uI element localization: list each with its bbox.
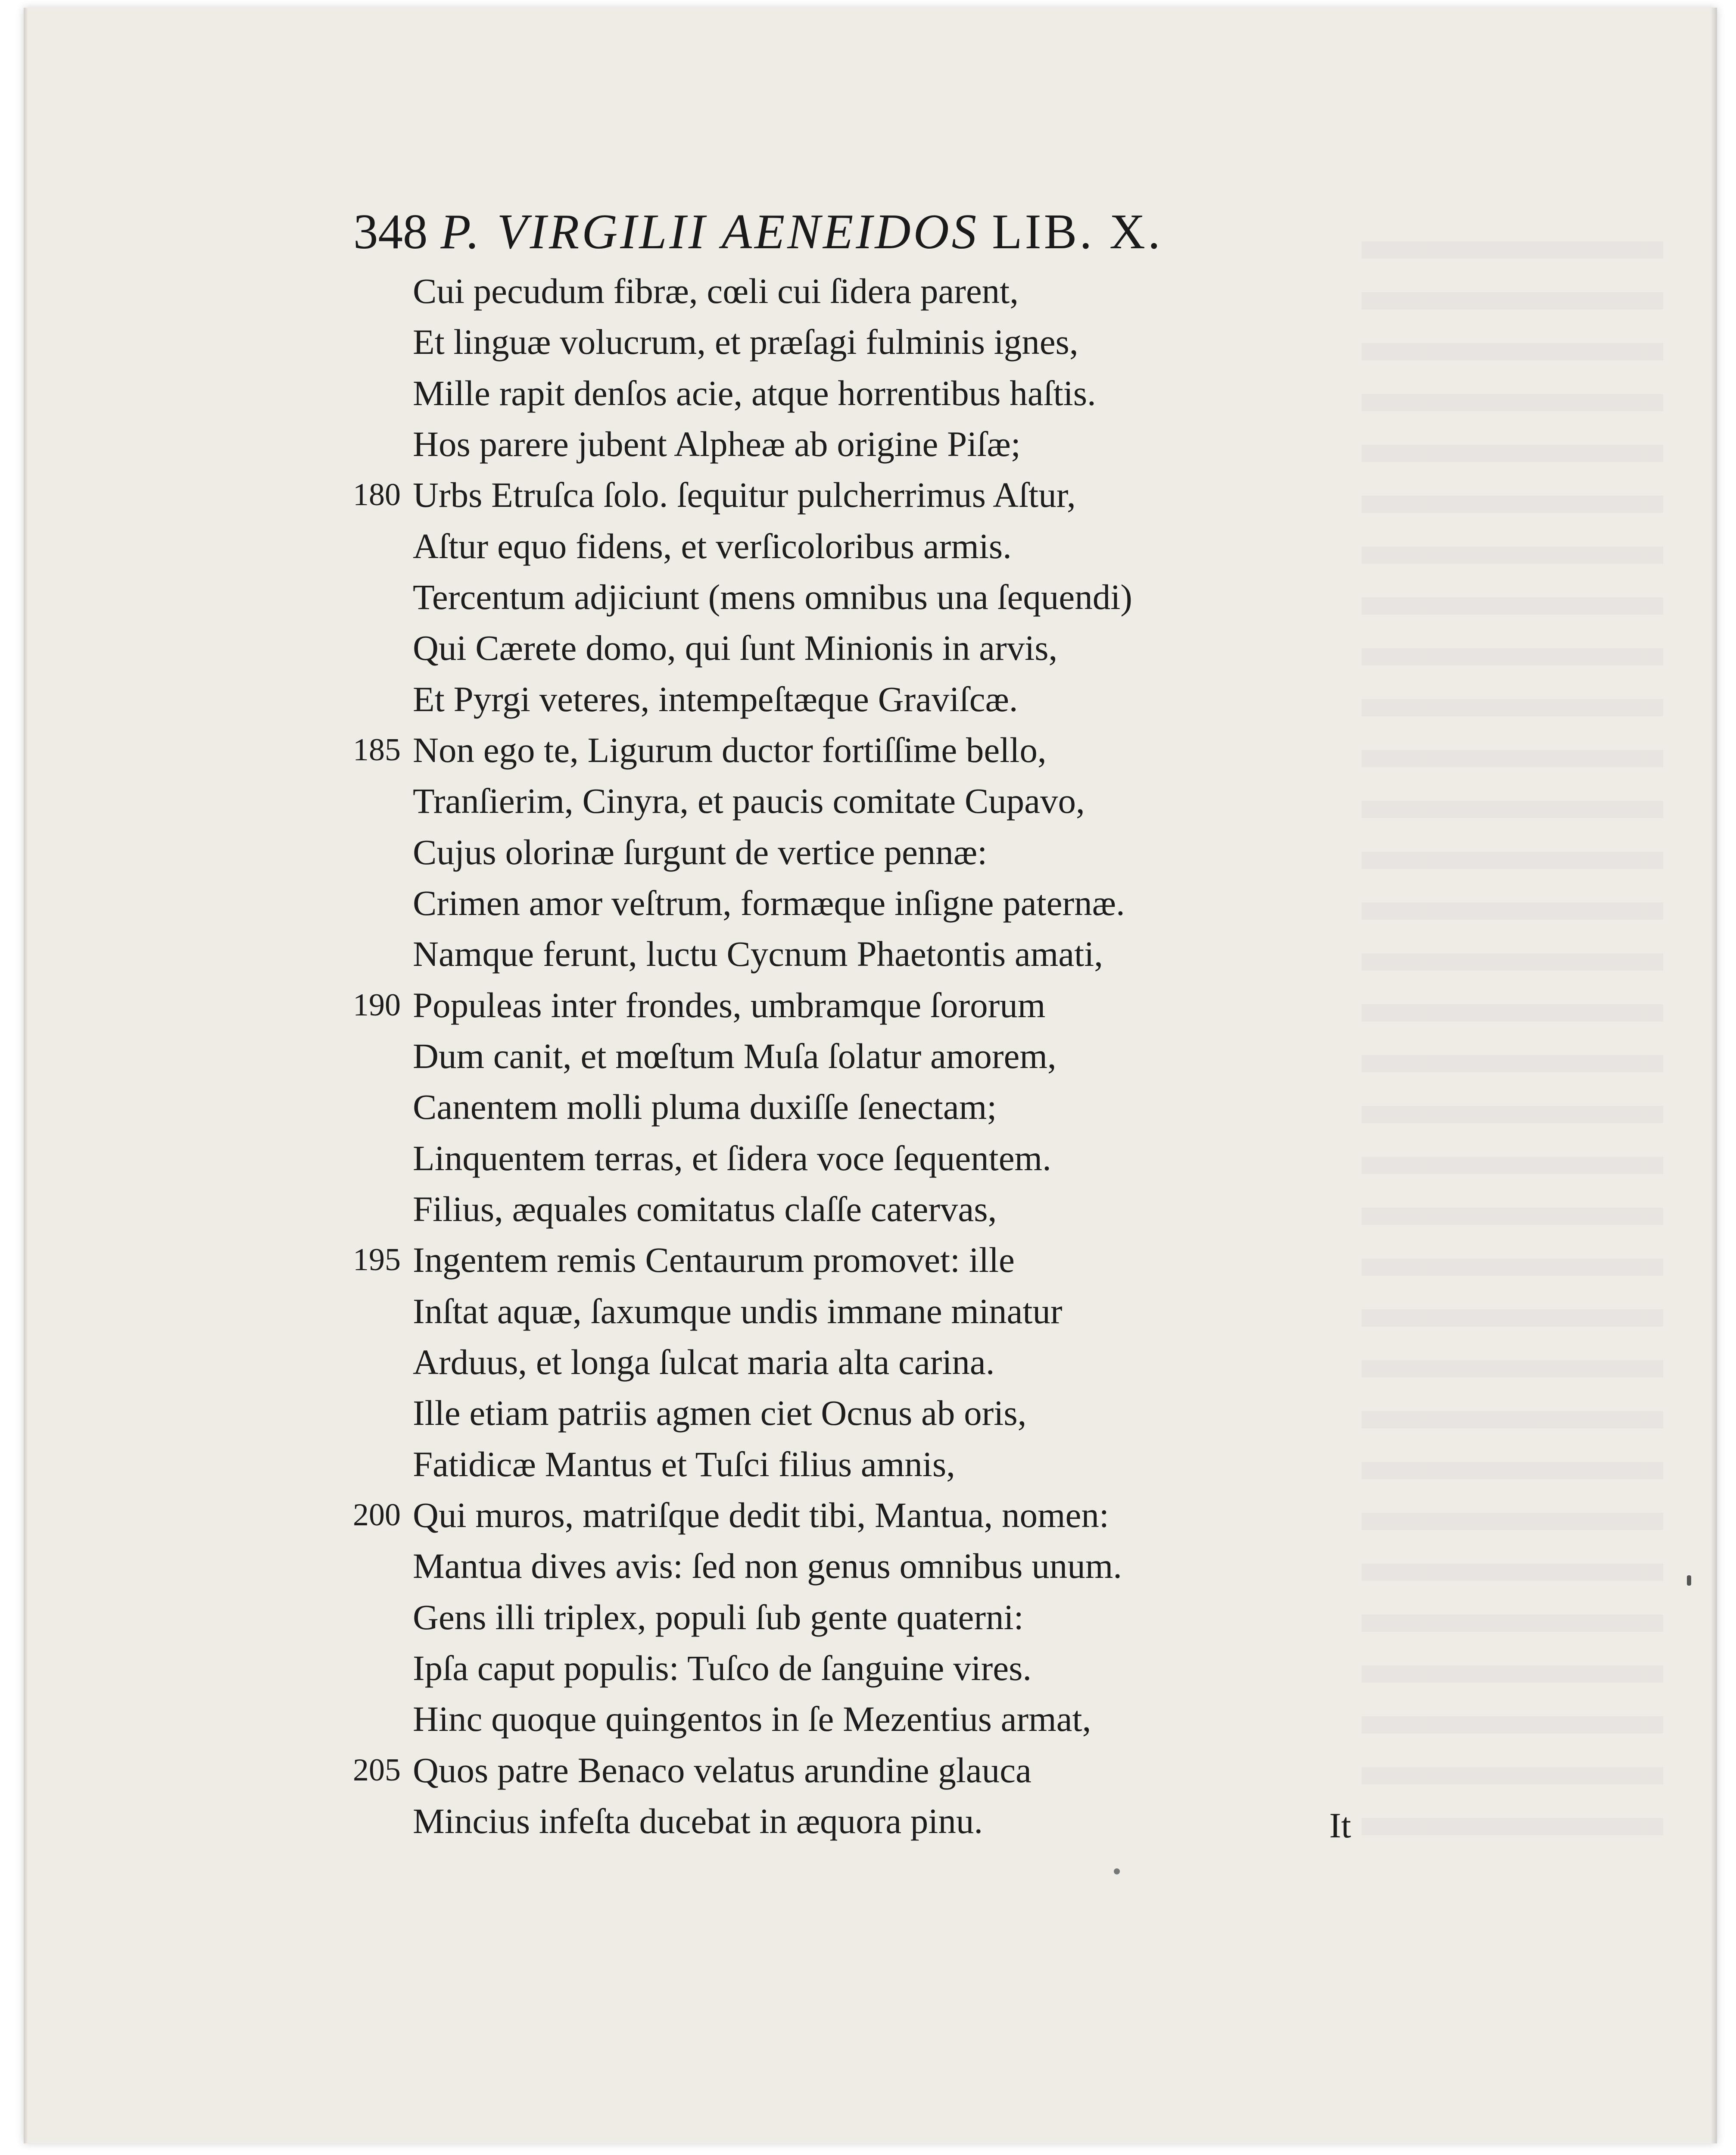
verse-text: Inſtat aquæ, ſaxumque undis immane minatur: [413, 1291, 1063, 1331]
verse-line: [340, 1137, 1418, 1180]
verse-text: Hinc quoque quingentos in ſe Mezentius armat,: [413, 1699, 1091, 1739]
verse-text: Populeas inter frondes, umbramque ſororum: [413, 985, 1046, 1025]
verse-text: Aſtur equo fidens, et verſicoloribus armis.: [413, 526, 1012, 566]
verse-line: [340, 1799, 1418, 1843]
verse-text: Ille etiam patriis agmen ciet Ocnus ab oris,: [413, 1393, 1027, 1433]
verse-line: [340, 1238, 1418, 1281]
verse-line: [340, 932, 1418, 975]
verse-text: Hos parere jubent Alpheæ ab origine Piſæ;: [413, 424, 1021, 464]
running-header: [353, 200, 1370, 264]
line-number: 185: [353, 732, 401, 768]
verse-text: Mille rapit denſos acie, atque horrentibus haſtis.: [413, 373, 1096, 413]
verse-text: Ipſa caput populis: Tuſco de ſanguine vires.: [413, 1648, 1032, 1688]
book-label: LIB. X.: [992, 204, 1163, 259]
verse-line: [340, 881, 1418, 924]
line-number: 180: [353, 477, 401, 513]
verse-line: [340, 1187, 1418, 1231]
verse-text: Mincius infeſta ducebat in æquora pinu.: [413, 1801, 983, 1841]
verse-line: [340, 1340, 1418, 1384]
verse-line: [340, 1544, 1418, 1587]
verse-line: [340, 525, 1418, 568]
verse-line: [340, 779, 1418, 822]
ink-spot: [1687, 1575, 1691, 1586]
verse-line: [340, 1749, 1418, 1792]
verse-text: Linquentem terras, et ſidera voce ſequentem.: [413, 1138, 1051, 1178]
line-number: 205: [353, 1752, 401, 1788]
verse-line: [340, 678, 1418, 721]
verse-line: [340, 575, 1418, 618]
verse-line: [340, 473, 1418, 516]
verse-text: Et Pyrgi veteres, intempeſtæque Graviſcæ.: [413, 679, 1018, 719]
verse-line: [340, 1290, 1418, 1333]
verse-text: Namque ferunt, luctu Cycnum Phaetontis amati,: [413, 934, 1103, 974]
verse-line: [340, 1034, 1418, 1078]
verse-line: [340, 831, 1418, 874]
verse-text: Crimen amor veſtrum, formæque inſigne paternæ.: [413, 883, 1125, 923]
verse-line: [340, 269, 1418, 312]
catchword: It: [1329, 1805, 1351, 1845]
verse-line: [340, 1085, 1418, 1128]
verse-line: [340, 728, 1418, 771]
line-number: 195: [353, 1242, 401, 1278]
verse-text: Tranſierim, Cinyra, et paucis comitate Cupavo,: [413, 781, 1085, 821]
verse-line: [340, 372, 1418, 415]
verse-text: Et linguæ volucrum, et præſagi fulminis ignes,: [413, 322, 1078, 362]
verse-text: Ingentem remis Centaurum promovet: ille: [413, 1240, 1015, 1280]
verse-text: Urbs Etruſca ſolo. ſequitur pulcherrimus Aſtur,: [413, 475, 1076, 515]
line-number: 190: [353, 987, 401, 1023]
verse-text: Gens illi triplex, populi ſub gente quaterni:: [413, 1597, 1024, 1637]
work-title: P. VIRGILII AENEIDOS: [440, 204, 979, 259]
verse-text: Canentem molli pluma duxiſſe ſenectam;: [413, 1087, 997, 1127]
verse-text: Non ego te, Ligurum ductor fortiſſime bello,: [413, 730, 1047, 770]
verse-line: [340, 422, 1418, 465]
verse-text: Filius, æquales comitatus claſſe catervas,: [413, 1189, 997, 1229]
verse-text: Cui pecudum fibræ, cœli cui ſidera parent,: [413, 271, 1019, 311]
verse-text: Dum canit, et mœſtum Muſa ſolatur amorem,: [413, 1036, 1057, 1076]
verse-text: Cujus olorinæ ſurgunt de vertice pennæ:: [413, 832, 988, 872]
verse-text: Qui muros, matriſque dedit tibi, Mantua, nomen:: [413, 1495, 1109, 1535]
verse-text: Tercentum adjiciunt (mens omnibus una ſequendi): [413, 577, 1132, 617]
verse-line: [340, 626, 1418, 669]
verse-block: [340, 269, 1418, 1843]
page-number: 348: [353, 204, 428, 259]
verse-text: Fatidicæ Mantus et Tuſci filius amnis,: [413, 1444, 955, 1484]
verse-line: [340, 1443, 1418, 1486]
verse-text: Arduus, et longa ſulcat maria alta carina.: [413, 1342, 995, 1382]
verse-line: [340, 1493, 1418, 1537]
verse-text: Qui Cærete domo, qui ſunt Minionis in arvis,: [413, 628, 1058, 668]
verse-text: Quos patre Benaco velatus arundine glauca: [413, 1750, 1032, 1790]
line-number: 200: [353, 1497, 401, 1533]
paper-right-edge: [1711, 8, 1717, 2143]
verse-line: [340, 1646, 1418, 1690]
verse-text: Mantua dives avis: ſed non genus omnibus unum.: [413, 1546, 1122, 1586]
paper-left-edge: [24, 8, 28, 2143]
verse-line: [340, 1697, 1418, 1740]
verse-line: [340, 984, 1418, 1027]
verse-line: [340, 1391, 1418, 1434]
ink-spot: [1114, 1868, 1120, 1874]
verse-line: [340, 1596, 1418, 1639]
verse-line: [340, 320, 1418, 363]
